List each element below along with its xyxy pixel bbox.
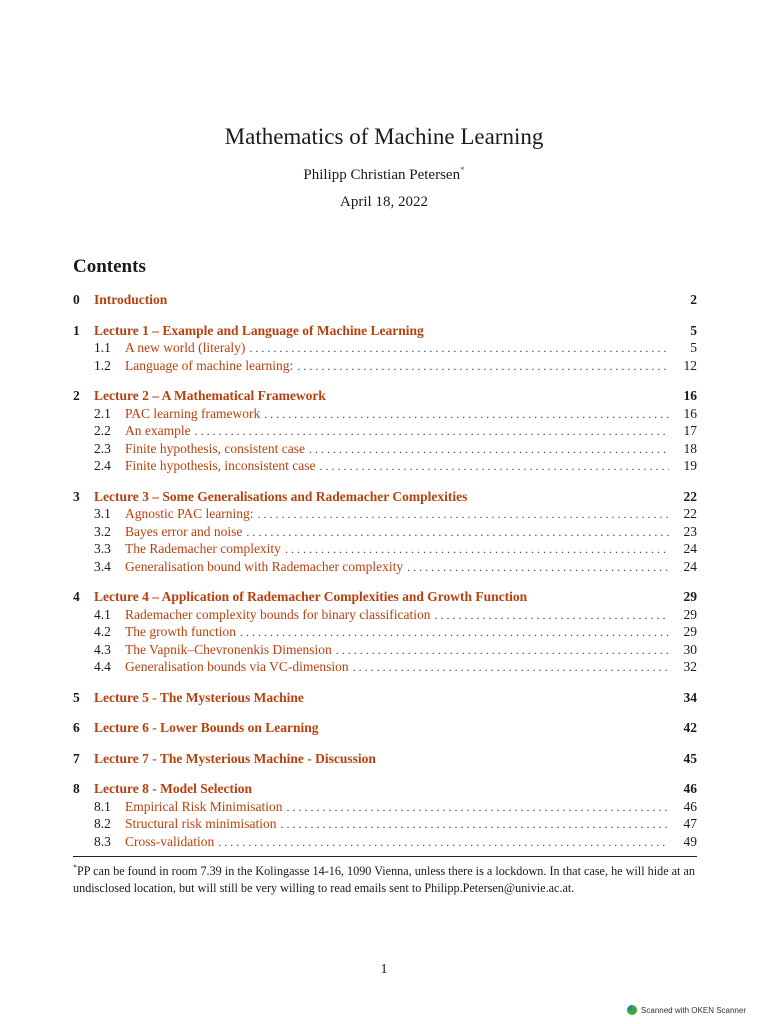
toc-subsection-number: 3.4 [94,558,111,574]
toc-page-number[interactable]: 29 [683,624,697,639]
toc-page-number[interactable]: 49 [683,833,697,849]
toc-subsection-number: 2.4 [94,458,111,473]
toc-page-number[interactable]: 24 [683,541,697,556]
toc-page-number[interactable]: 29 [683,606,697,622]
contents-heading: Contents [73,256,146,277]
toc-section-number: 4 [73,589,80,604]
footnote-text: PP can be found in room 7.39 in the Kolingasse 14-16, 1090 Vienna, unless there is a lockdown. In that case, he will hide at an undisclosed location, but will still be very willing to read emails sent to Philipp.Petersen@univie.ac.at. [73,864,695,895]
toc-leader-dots [264,407,669,422]
toc-subsection-1.1[interactable] [73,340,697,358]
toc-section-link[interactable]: Lecture 8 - Model Selection [94,781,252,796]
toc-subsection-3.2[interactable] [73,524,697,542]
toc-subsection-number: 1.2 [94,357,111,373]
toc-page-number[interactable]: 5 [690,322,697,338]
toc-leader-dots [407,560,669,575]
toc-section-3[interactable] [73,489,697,507]
toc-page-number[interactable]: 23 [683,523,697,539]
toc-subsection-link[interactable]: The Vapnik–Chevronenkis Dimension [125,641,332,657]
scanner-text: Scanned with OKEN Scanner [641,1005,746,1015]
toc-section-5[interactable] [73,690,697,708]
toc-subsection-number: 8.2 [94,816,111,831]
toc-section-number: 6 [73,720,80,735]
toc-page-number[interactable]: 17 [683,423,697,438]
toc-page-number[interactable]: 46 [683,798,697,814]
toc-subsection-2.2[interactable] [73,423,697,441]
toc-subsection-4.1[interactable] [73,607,697,625]
toc-subsection-number: 4.1 [94,606,111,622]
toc-section-link[interactable]: Lecture 2 – A Mathematical Framework [94,388,326,403]
toc-page-number[interactable]: 22 [683,488,697,504]
toc-leader-dots [240,625,669,640]
toc-section-link[interactable]: Lecture 7 - The Mysterious Machine - Discussion [94,750,376,766]
toc-section-link[interactable]: Introduction [94,292,168,307]
author-line [0,165,768,184]
toc-leader-dots [297,359,669,374]
toc-page-number[interactable]: 22 [683,506,697,521]
toc-page-number[interactable]: 24 [683,558,697,574]
toc-section-link[interactable]: Lecture 3 – Some Generalisations and Rademacher Complexities [94,488,468,504]
paper-title: Mathematics of Machine Learning [224,124,544,149]
toc-section-number: 1 [73,322,80,338]
toc-subsection-number: 4.4 [94,659,111,674]
toc-section-number: 7 [73,750,80,766]
toc-subsection-3.3[interactable] [73,541,697,559]
toc-leader-dots [218,835,669,850]
toc-subsection-number: 4.3 [94,641,111,657]
footnote-mark: * [73,863,77,872]
toc-section-number: 8 [73,781,80,796]
toc-subsection-link[interactable]: Empirical Risk Minimisation [125,798,283,814]
toc-subsection-link[interactable]: Bayes error and noise [125,523,243,539]
toc-section-6[interactable] [73,720,697,738]
toc-leader-dots [435,608,669,623]
toc-subsection-link[interactable]: An example [125,423,191,438]
toc-subsection-4.2[interactable] [73,624,697,642]
toc-subsection-number: 2.1 [94,405,111,421]
toc-subsection-1.2[interactable] [73,358,697,376]
toc-subsection-number: 2.2 [94,423,111,438]
paper-date: April 18, 2022 [340,194,428,210]
toc-leader-dots [281,817,670,832]
toc-leader-dots [353,660,669,675]
toc-subsection-2.3[interactable] [73,441,697,459]
toc-page-number[interactable]: 30 [683,641,697,657]
toc-page-number[interactable]: 45 [683,750,697,766]
toc-section-number: 3 [73,488,80,504]
toc-subsection-2.1[interactable] [73,406,697,424]
toc-section-number: 5 [73,689,80,705]
toc-page-number[interactable]: 12 [683,357,697,373]
toc-section-2[interactable] [73,388,697,406]
toc-subsection-3.4[interactable] [73,559,697,577]
toc-leader-dots [258,507,669,522]
toc-subsection-number: 3.1 [94,506,111,521]
toc-page-number[interactable]: 16 [683,405,697,421]
toc-section-1[interactable] [73,323,697,341]
toc-section-0[interactable] [73,292,697,310]
toc-leader-dots [249,341,669,356]
toc-subsection-number: 3.2 [94,523,111,539]
toc-subsection-link[interactable]: Agnostic PAC learning: [125,506,254,521]
toc-subsection-link[interactable]: Language of machine learning: [125,357,294,373]
toc-subsection-number: 4.2 [94,624,111,639]
toc-leader-dots [319,459,669,474]
toc-section-link[interactable]: Lecture 5 - The Mysterious Machine [94,689,304,705]
toc-subsection-3.1[interactable] [73,506,697,524]
toc-subsection-number: 8.1 [94,798,111,814]
page-number: 1 [380,962,388,977]
toc-subsection-link[interactable]: Rademacher complexity bounds for binary classification [125,606,431,622]
toc-subsection-link[interactable]: Generalisation bounds via VC-dimension [125,659,349,674]
toc-section-4[interactable] [73,589,697,607]
author-name: Philipp Christian Petersen [303,167,461,183]
toc-leader-dots [285,542,669,557]
toc-section-number: 2 [73,388,80,403]
toc-subsection-link[interactable]: A new world (literaly) [125,340,246,355]
toc-subsection-4.3[interactable] [73,642,697,660]
toc-page-number[interactable]: 34 [683,689,697,705]
toc-page-number[interactable]: 47 [683,816,697,831]
toc-section-number: 0 [73,292,80,307]
toc-section-8[interactable] [73,781,697,799]
scanner-logo-icon [627,1005,637,1015]
toc-page-number[interactable]: 18 [683,440,697,456]
toc-subsection-link[interactable]: PAC learning framework [125,405,261,421]
toc-page-number[interactable]: 32 [683,659,697,674]
toc-subsection-link[interactable]: Generalisation bound with Rademacher complexity [125,558,404,574]
toc-section-7[interactable] [73,751,697,769]
toc-section-link[interactable]: Lecture 4 – Application of Rademacher Complexities and Growth Function [94,589,528,604]
toc-section-link[interactable]: Lecture 6 - Lower Bounds on Learning [94,720,319,735]
toc-leader-dots [246,525,669,540]
toc-subsection-2.4[interactable] [73,458,697,476]
toc-subsection-link[interactable]: Finite hypothesis, consistent case [125,440,305,456]
footnote [73,856,697,897]
toc-page-number[interactable]: 29 [683,589,697,604]
toc-subsection-link[interactable]: Finite hypothesis, inconsistent case [125,458,316,473]
scanner-watermark [627,1005,746,1015]
toc-leader-dots [336,643,669,658]
toc-page-number[interactable]: 46 [683,781,697,796]
author-footnote-mark[interactable]: * [460,165,465,175]
toc-leader-dots [287,800,670,815]
toc-subsection-number: 3.3 [94,541,111,556]
toc-subsection-link[interactable]: The Rademacher complexity [125,541,281,556]
toc-page-number[interactable]: 19 [683,458,697,473]
toc-page-number[interactable]: 5 [690,340,697,355]
toc-subsection-link[interactable]: The growth function [125,624,236,639]
toc-page-number[interactable]: 42 [683,720,697,735]
toc-subsection-4.4[interactable] [73,659,697,677]
toc-page-number[interactable]: 16 [683,388,697,403]
toc-leader-dots [309,442,669,457]
toc-subsection-link[interactable]: Structural risk minimisation [125,816,277,831]
toc-leader-dots [195,424,669,439]
toc-subsection-number: 1.1 [94,340,111,355]
toc-subsection-8.3[interactable] [73,834,697,852]
toc-subsection-number: 8.3 [94,833,111,849]
toc-subsection-link[interactable]: Cross-validation [125,833,215,849]
toc-subsection-number: 2.3 [94,440,111,456]
toc-subsection-8.2[interactable] [73,816,697,834]
table-of-contents [73,292,697,851]
toc-page-number[interactable]: 2 [690,292,697,307]
toc-subsection-8.1[interactable] [73,799,697,817]
toc-section-link[interactable]: Lecture 1 – Example and Language of Machine Learning [94,322,424,338]
